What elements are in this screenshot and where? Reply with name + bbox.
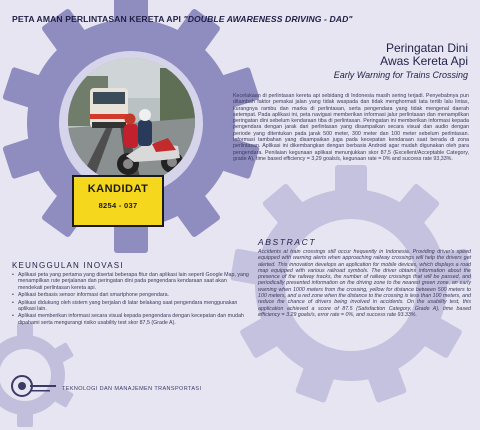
abstract-body: Accidents at train crossings still occur frequently in Indonesia. Providing driver's speed equipped with warning alerts when approaching railway crossings will help the drivers get alerted. This innovation develops an application for mobile devices, which displays a road map equipped with various railroad symbols. The driver obtains information about the presence of the railway tracks, the number of railway crossings that will be passed, and periodically presented information on the driving zone to the nearest green zone, an early warning when 1000 meters from the crossing, yellow for distance between 500 meters to 100 meters, and a red zone when the distance to the crossing is less than 100 meters, and reduce the chance of drivers being involved in accidents. On the usability test, this application achieved a score of 87.5 (Satisfaction Category, Grade A), time based efficiency = 3.29 goals/s, error rate = 0%, and success rate 93.33%. [258,249,471,318]
candidate-badge-number: 8254 - 037 [98,201,138,210]
footer-logo-icon [10,374,58,398]
footer-label: TEKNOLOGI DAN MANAJEMEN TRANSPORTASI [62,386,202,392]
heading-line-1: Peringatan Dini [385,41,468,55]
poster-title-prefix: PETA AMAN PERLINTASAN KERETA API [12,14,184,24]
train-photo [68,58,195,184]
description-body: Kecelakaan di perlintasan kereta api sebidang di Indonesia masih sering terjadi. Penyebabnya pun ditambah faktor pemakai jalan yang tidak waspada dan tidak menghormati tata tertib lalu lintas, kurangnya rambu dan marka di perlintasan, serta pengendara yang tidak mengenal daerah setempat. Pada aplikasi ini, peta navigasi memberikan informasi jalur perlintasan dan menampilkan peringatan dini sebelum kendaraan tiba di perlintasan. Peringatan ini memberikan informasi kepada pengendara dengan jarak dari perlintasan yang disampaikan secara visual dan audio dengan periode yang ditentukan pada jarak 500 meter, 300 meter dan 100 meter sebelum perlintasan. Informasi tambahan yang disampaikan juga pada kecepatan kendaraan saat berada di zona perlintasan. Aplikasi ini dikembangkan dengan berbasis Android agar mudah digunakan oleh para pengendara. Penilaian kegunaan aplikasi menunjukkan skor 87,5 (Excellent/Acceptable Category, grade A), time based efficiency = 3,29 goals/s, kegunaan rate = 0% and success rate 93,33%. [233,93,469,162]
list-item: • Aplikasi memberikan informasi secara visual kepada pengendara dengan kecepatan dan mudah dipahami serta mengurangi risiko usability test skor 87,5 (Grade A). [12,313,252,326]
poster-title-emphasis: "DOUBLE AWARENESS DRIVING - DAD" [183,14,353,24]
list-item: • Aplikasi didukung oleh sistem yang berjalan di latar belakang saat pengendara menggunakan aplikasi lain. [12,300,252,313]
poster-title [12,14,472,24]
train-crossing-photo [68,58,195,184]
list-item: • Aplikasi peta yang pertama yang disertai beberapa fitur dan aplikasi lain seperti Google Map, yang menampilkan rute perjalanan dan peringatan dini pada pengendara kendaraan saat akan mendekati perlintasan kereta api. [12,272,252,291]
abstract-title: ABSTRACT [258,237,317,247]
list-item: • Aplikasi berbasis sensor informasi dari smartphone pengendara. [12,292,252,298]
advantages-title: KEUNGGULAN INOVASI [12,261,124,270]
heading-line-2: Awas Kereta Api [380,54,468,68]
section-heading [268,42,468,80]
heading-subtitle: Early Warning for Trains Crossing [333,70,468,80]
advantages-list [12,272,252,327]
candidate-badge-label: KANDIDAT [87,183,149,195]
candidate-badge [72,175,164,227]
